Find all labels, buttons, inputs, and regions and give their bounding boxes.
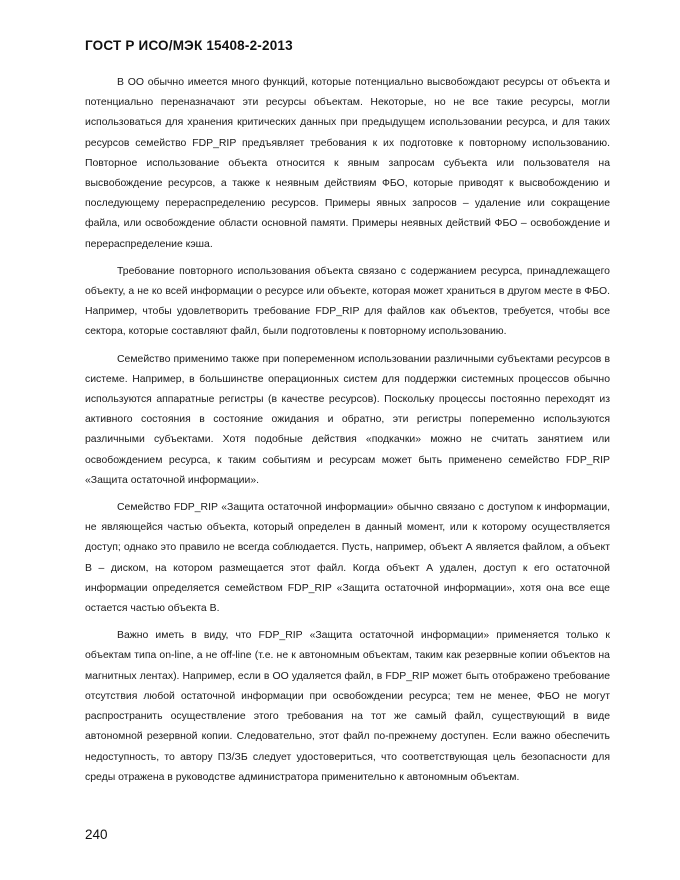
paragraph-4: Семейство FDP_RIP «Защита остаточной информации» обычно связано с доступом к информации, не являющейся частью объекта, который определен в данный момент, или к которому осуществляется доступ; однако это правило не всегда соблюдается. Пусть, например, объект А является файлом, а объект В – диском, на котором размещается этот файл. Когда объект А удален, доступ к его остаточной информации определяется семейством FDP_RIP «Защита остаточной информации», хотя она все еще остается частью объекта В. xyxy=(85,502,610,615)
paragraph-2: Требование повторного использования объекта связано с содержанием ресурса, принадлежащего объекту, а не ко всей информации о ресурсе или объекте, которая может храниться в другом месте в ФБО. Например, чтобы удовлетворить требование FDP_RIP для файлов как объектов, требуется, чтобы все сектора, которые составляют файл, были подготовлены к повторному использованию. xyxy=(85,265,610,338)
document-header-title: ГОСТ Р ИСО/МЭК 15408-2-2013 xyxy=(85,38,293,53)
paragraph-5: Важно иметь в виду, что FDP_RIP «Защита остаточной информации» применяется только к объектам типа on-line, а не off-line (т.е. не к автономным объектам, таким как резервные копии объектов на магнитных лентах). Например, если в ОО удаляется файл, в FDP_RIP может быть отображено требование отсутствия любой остаточной информации при освобождении ресурса; тем не менее, ФБО не могут распространить осуществление этого требования на тот же самый файл, существующий в виде автономной резервной копии. Следовательно, этот файл по-прежнему доступен. Если важно обеспечить недоступность, то автору ПЗ/ЗБ следует удостовериться, что соответствующая цель безопасности для среды отражена в руководстве администратора применительно к автономным объектам. xyxy=(85,630,610,783)
page-number: 240 xyxy=(85,827,108,842)
paragraph-3: Семейство применимо также при попеременном использовании различными субъектами ресурсов в системе. Например, в большинстве операционных систем для поддержки системных процессов обычно используются аппаратные регистры (в качестве ресурсов). Поскольку процессы постоянно переходят из активного состояния в состояние ожидания и обратно, эти регистры попеременно используются различными субъектами. Хотя подобные действия «подкачки» можно не считать занятием или освобождением ресурса, к таким событиям и ресурсам может быть применено семейство FDP_RIP «Защита остаточной информации». xyxy=(85,353,610,486)
paragraph-1: В ОО обычно имеется много функций, которые потенциально высвобождают ресурсы от объекта и потенциально переназначают эти ресурсы объектам. Некоторые, но не все такие ресурсы, могли использоваться для хранения критических данных при предыдущем использовании ресурса, и для таких ресурсов семейство FDP_RIP предъявляет требования к их подготовке к повторному использованию. Повторное использование объекта относится к явным запросам субъекта или пользователя на высвобождение ресурсов, а также к неявным действиям ФБО, которые приводят к высвобождению и последующему перераспределению ресурсов. Примеры явных запросов – удаление или сокращение файла, или освобождение области основной памяти. Примеры неявных действий ФБО – освобождение и перераспределение кэша. xyxy=(85,77,610,250)
document-body xyxy=(85,73,610,795)
